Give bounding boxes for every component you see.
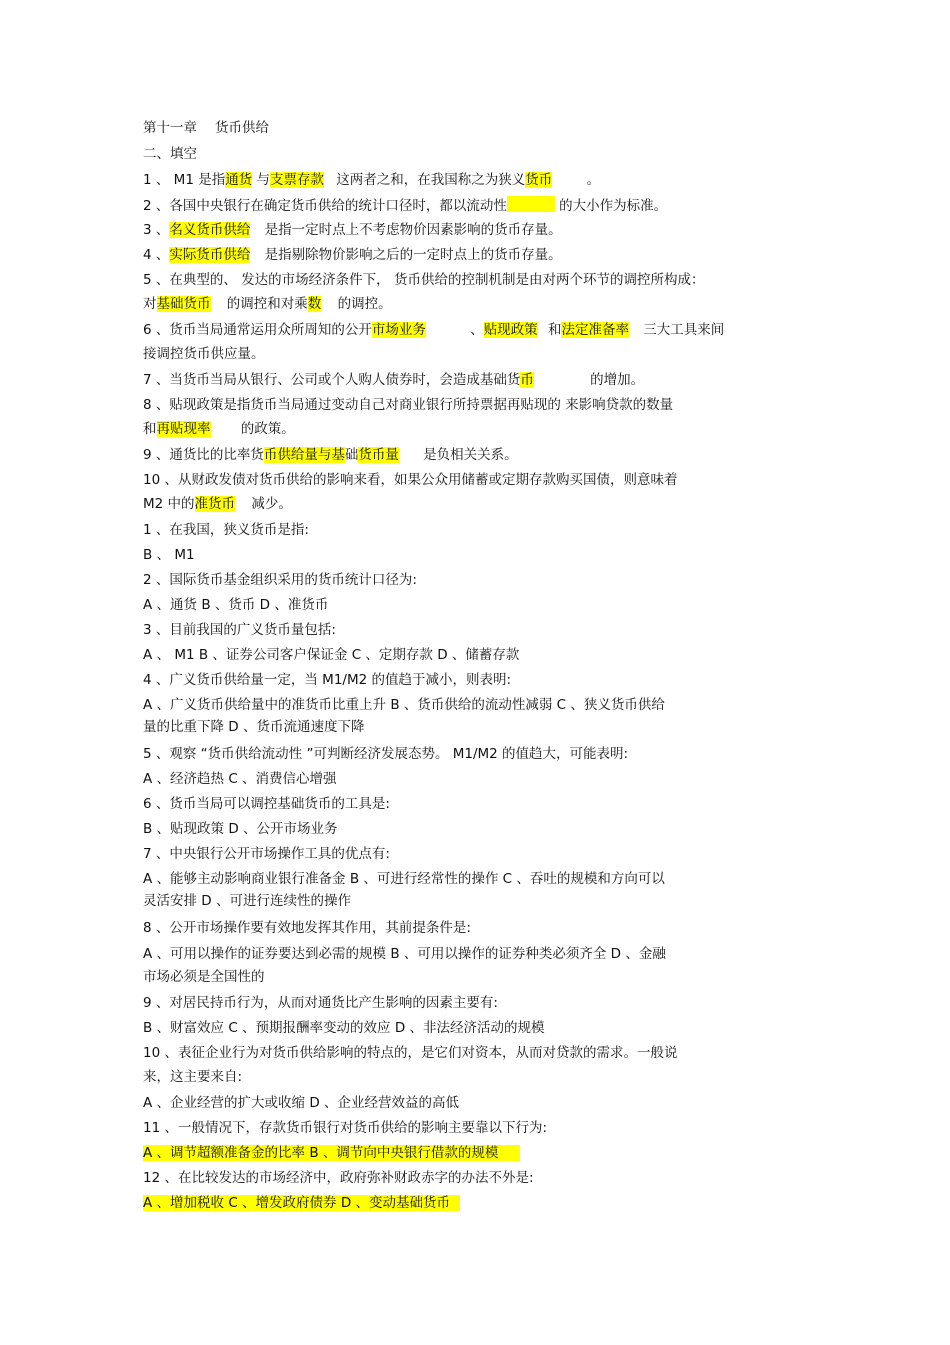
choice-question-5: 5 、观察 “货币供给流动性 ”可判断经济发展态势。 M1/M2 的值趋大，可能表明:	[143, 746, 629, 762]
q-text: 础	[344, 447, 359, 463]
answer-highlight: 数	[307, 296, 322, 312]
q-text: 的增加。	[585, 372, 645, 388]
q-text: 是指剔除物价影响之后的一定时点上的货币存量。	[260, 247, 562, 263]
q-text: 的大小作为标准。	[554, 198, 668, 214]
choice-answer-4: A 、广义货币供给量中的准货币比重上升 B 、货币供给的流动性减弱 C 、狭义货币供给	[143, 697, 665, 713]
q-text: 9 、通货比的比率货	[143, 447, 264, 463]
answer-highlight: 通货	[225, 172, 253, 188]
choice-answer-8: A 、可用以操作的证券要达到必需的规模 B 、可用以操作的证券种类必须齐全 D 、金融	[143, 946, 666, 962]
fill-question-3	[143, 220, 562, 240]
choice-question-4: 4 、广义货币供给量一定，当 M1/M2 的值趋于减小，则表明:	[143, 672, 512, 688]
q-text: 这两者之和，在我国称之为狭义	[332, 172, 526, 188]
answer-highlight: 基础货币	[156, 296, 211, 312]
choice-answer-10: A 、企业经营的扩大或收缩 D 、企业经营效益的高低	[143, 1095, 460, 1111]
q-text: 、	[465, 322, 484, 338]
answer-highlight: 支票存款	[270, 172, 324, 188]
choice-answer-7-cont: 灵活安排 D 、可进行连续性的操作	[143, 893, 351, 909]
choice-question-7: 7 、中央银行公开市场操作工具的优点有:	[143, 846, 390, 862]
fill-question-2	[143, 196, 667, 216]
q-text: 。	[582, 172, 601, 188]
choice-answer-4-cont: 量的比重下降 D 、货币流通速度下降	[143, 719, 365, 735]
answer-highlight: 币供给量与基	[263, 447, 345, 463]
choice-answer-8-cont: 市场必须是全国性的	[143, 969, 265, 985]
choice-question-2: 2 、国际货币基金组织采用的货币统计口径为:	[143, 572, 417, 588]
fill-question-4	[143, 245, 562, 265]
q-text: 是负相关关系。	[418, 447, 518, 463]
answer-highlight: 准货币	[194, 496, 236, 512]
fill-question-9	[143, 445, 518, 465]
fill-question-10-line2	[143, 494, 292, 514]
q-text: 三大工具来间	[638, 322, 725, 338]
answer-highlight: 货币量	[358, 447, 399, 463]
fill-question-5-line1: 5 、在典型的、 发达的市场经济条件下， 货币供给的控制机制是由对两个环节的调控所构成：	[143, 272, 705, 288]
choice-answer-7: A 、能够主动影响商业银行准备金 B 、可进行经常性的操作 C 、吞吐的规模和方向可以	[143, 871, 665, 887]
choice-question-6: 6 、货币当局可以调控基础货币的工具是:	[143, 796, 390, 812]
q-text: 2 、各国中央银行在确定货币供给的统计口径时，都以流动性	[143, 198, 507, 214]
choice-answer-11	[143, 1143, 520, 1163]
answer-highlight: 法定准备率	[561, 322, 629, 338]
choice-answer-9: B 、财富效应 C 、预期报酬率变动的效应 D 、非法经济活动的规模	[143, 1020, 545, 1036]
q-text: 与	[252, 172, 270, 188]
choice-answer-6: B 、贴现政策 D 、公开市场业务	[143, 821, 338, 837]
chapter-heading	[143, 118, 269, 138]
q-text: 1 、 M1 是指	[143, 172, 226, 188]
choice-answer-2: A 、通货 B 、货币 D 、准货币	[143, 597, 329, 613]
q-text: M2 中的	[143, 496, 195, 512]
choice-answer-3: A 、 M1 B 、证券公司客户保证金 C 、定期存款 D 、储蓄存款	[143, 647, 520, 663]
choice-question-10-cont: 来，这主要来自:	[143, 1069, 243, 1085]
fill-question-8-line2	[143, 419, 295, 439]
choice-question-1: 1 、在我国，狭义货币是指:	[143, 522, 309, 538]
choice-question-12: 12 、在比较发达的市场经济中，政府弥补财政赤字的办法不外是:	[143, 1170, 534, 1186]
q-text: 6 、货币当局通常运用众所周知的公开	[143, 322, 372, 338]
answer-highlight: 名义货币供给	[169, 222, 251, 238]
q-text: 3 、	[143, 222, 170, 238]
choice-answer-12	[143, 1193, 460, 1213]
choice-answer-5: A 、经济趋热 C 、消费信心增强	[143, 771, 337, 787]
chapter-title: 货币供给	[215, 120, 269, 136]
choice-question-3: 3 、目前我国的广义货币量包括:	[143, 622, 336, 638]
choice-question-10: 10 、表征企业行为对货币供给影响的特点的，是它们对资本，从而对贷款的需求。一般说	[143, 1045, 678, 1061]
q-text: 的政策。	[236, 421, 295, 437]
answer-highlight: A 、调节超额准备金的比率 B 、调节向中央银行借款的规模	[143, 1145, 520, 1161]
q-text: 和	[143, 421, 157, 437]
answer-highlight: 市场业务	[371, 322, 426, 338]
answer-highlight: A 、增加税收 C 、增发政府债券 D 、变动基础货币	[143, 1195, 460, 1211]
section-heading: 二、填空	[143, 146, 197, 162]
choice-answer-1: B 、 M1	[143, 547, 195, 563]
choice-question-8: 8 、公开市场操作要有效地发挥其作用，其前提条件是:	[143, 920, 471, 936]
chapter-number: 第十一章	[143, 120, 197, 136]
fill-question-8-line1: 8 、贴现政策是指货币当局通过变动自己对商业银行所持票据再贴现的 来影响贷款的数量	[143, 397, 674, 413]
q-text: 的调控和对乘	[222, 296, 308, 312]
q-text: 是指一定时点上不考虑物价因素影响的货币存量。	[260, 222, 562, 238]
q-text: 的调控。	[333, 296, 392, 312]
q-text: 4 、	[143, 247, 170, 263]
q-text: 和	[543, 322, 562, 338]
answer-highlight: 货币	[525, 172, 553, 188]
fill-question-10-line1: 10 、从财政发债对货币供给的影响来看，如果公众用储蓄或定期存款购买国债，则意味着	[143, 472, 678, 488]
q-text: 减少。	[247, 496, 292, 512]
fill-question-6	[143, 320, 724, 340]
q-text: 7 、当货币当局从银行、公司或个人购人债券时，会造成基础货	[143, 372, 521, 388]
answer-highlight: 贴现政策	[483, 322, 538, 338]
q-text: 对	[143, 296, 157, 312]
answer-highlight: 实际货币供给	[169, 247, 251, 263]
fill-question-7	[143, 370, 644, 390]
fill-question-6-line2: 接调控货币供应量。	[143, 346, 265, 362]
answer-highlight: 再贴现率	[156, 421, 211, 437]
choice-question-11: 11 、一般情况下，存款货币银行对货币供给的影响主要靠以下行为:	[143, 1120, 548, 1136]
choice-question-9: 9 、对居民持币行为，从而对通货比产生影响的因素主要有:	[143, 995, 498, 1011]
fill-question-1	[143, 170, 600, 190]
fill-question-5-line2	[143, 294, 392, 314]
answer-highlight: 币	[520, 372, 534, 388]
answer-highlight	[507, 196, 555, 212]
